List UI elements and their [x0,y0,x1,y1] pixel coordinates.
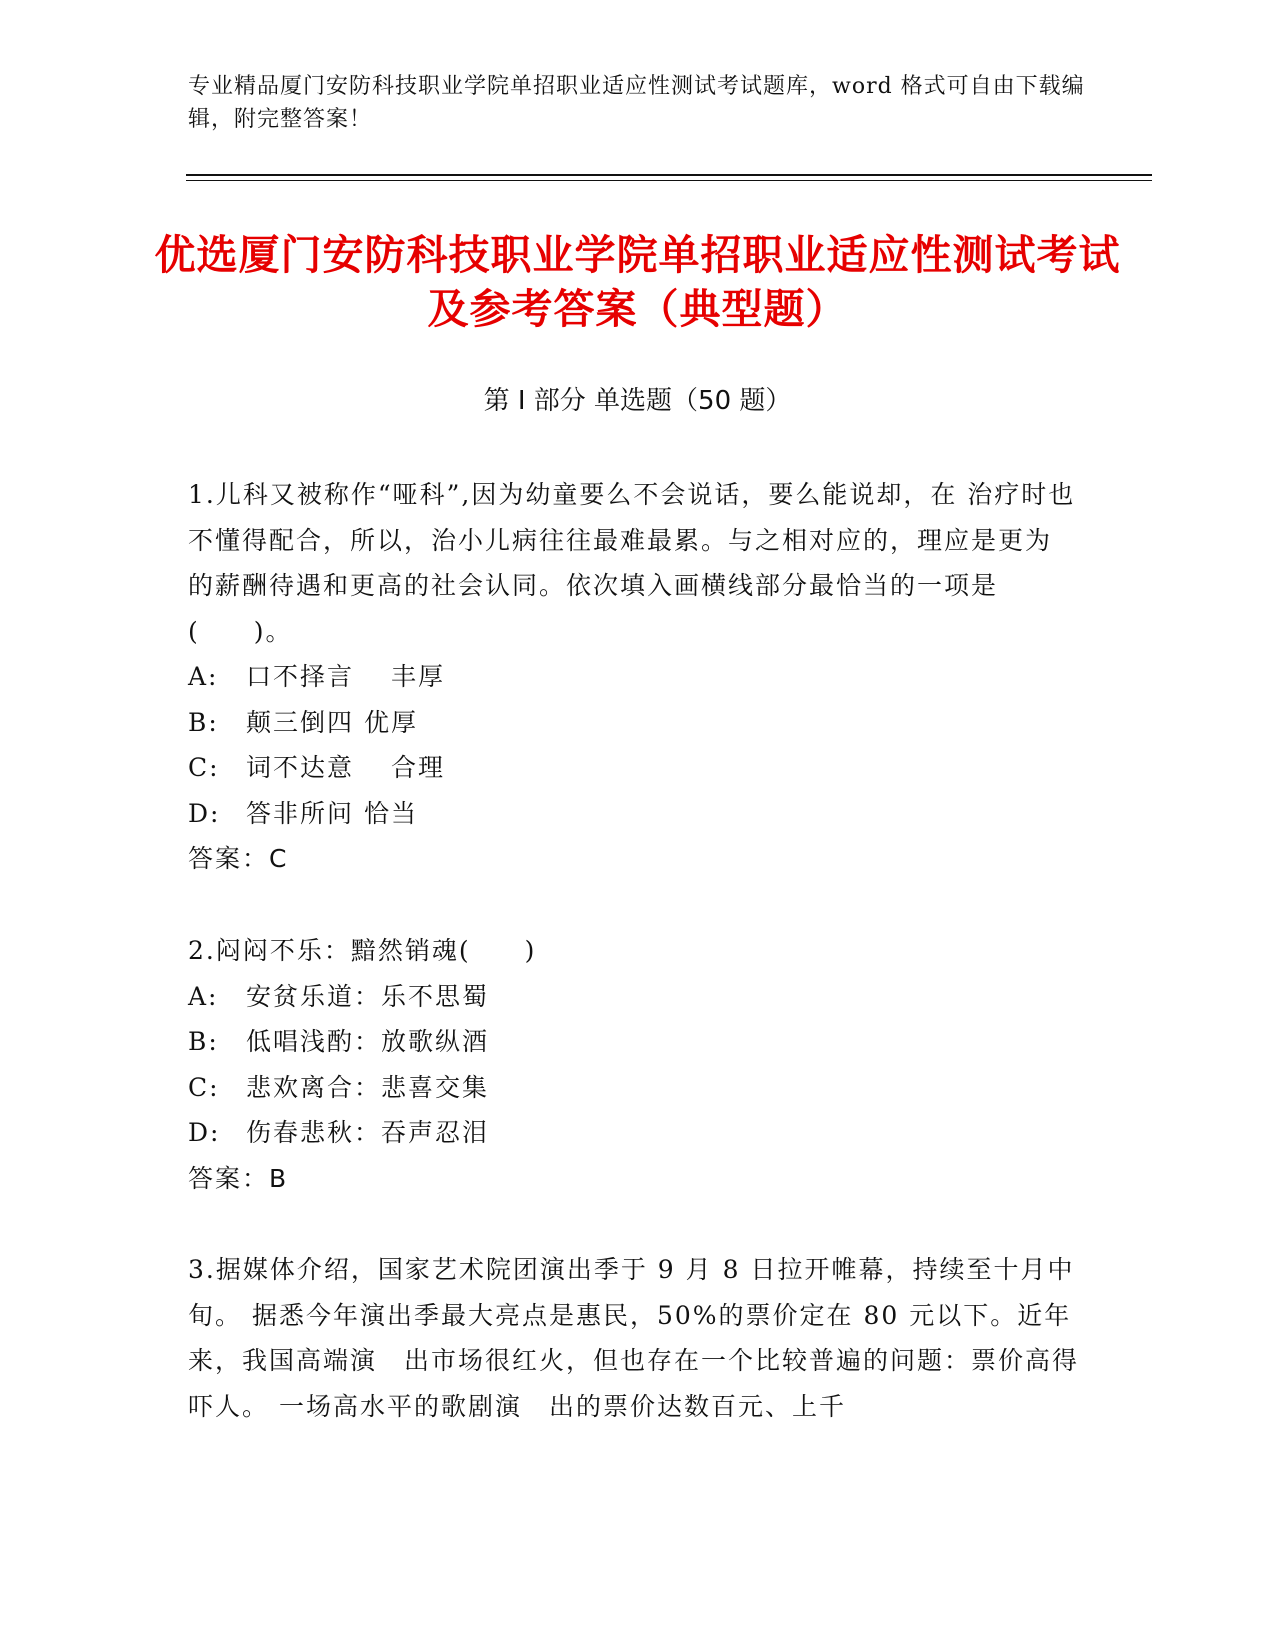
option-text: 颠三倒四 优厚 [246,707,418,737]
option-a [188,654,1088,700]
option-text: 口不择言 丰厚 [246,662,445,691]
document-title: 优选厦门安防科技职业学院单招职业适应性测试考试及参考答案（典型题） [154,231,1121,333]
option-text: 答非所问 恰当 [246,798,418,828]
option-key: C: [188,1072,220,1102]
option-d [188,1110,1088,1156]
option-c [188,1065,1088,1111]
header-rule-thin [186,180,1152,181]
answer-line: 答案：C [188,844,289,873]
header-rule-thick [186,174,1152,176]
option-text: 悲欢离合：悲喜交集 [246,1072,490,1102]
option-text: 伤春悲秋：吞声忍泪 [246,1118,490,1147]
question-1 [188,472,1134,882]
option-key: A: [188,981,219,1011]
question-text: 2.闷闷不乐：黯然销魂( ) [188,936,537,965]
option-key: B: [188,1027,219,1056]
option-c [188,745,1088,791]
question-text: 3.据媒体介绍，国家艺术院团演出季于 9 月 8 日拉开帷幕，持续至十月中旬。 据悉今年演出季最大亮点是惠民，50%的票价定在 80 元以下。近年来，我国高端演 出市场很红火，但也存在一个比较普遍的问题：票价高得吓人。 一场高水平的歌剧演 出的票价达数百元、上千 [188,1255,1080,1421]
option-key: B: [188,707,219,737]
option-text: 词不达意 合理 [246,753,445,782]
question-2 [188,928,1088,1201]
option-b [188,1019,1088,1065]
option-key: D: [188,1118,221,1147]
option-b [188,700,1088,746]
option-key: D: [188,798,221,828]
answer-line: 答案：B [188,1163,289,1193]
option-text: 安贫乐道：乐不思蜀 [246,981,490,1011]
question-text: 1.儿科又被称作“哑科”,因为幼童要么不会说话，要么能说却，在 治疗时也不懂得配合，所以，治小儿病往往最难最累。与之相对应的，理应是更为 的薪酬待遇和更高的社会认同。依次填入画横线部分最恰当的一项是( )。 [188,480,1134,646]
header-note: 专业精品厦门安防科技职业学院单招职业适应性测试考试题库，word 格式可自由下载编辑，附完整答案！ [188,74,1085,132]
section-heading: 第 I 部分 单选题（50 题） [483,386,792,416]
option-a [188,974,1088,1020]
option-d [188,791,1088,837]
option-key: A: [188,662,219,691]
option-key: C: [188,753,220,782]
question-3 [188,1247,1088,1429]
option-text: 低唱浅酌：放歌纵酒 [246,1027,490,1056]
